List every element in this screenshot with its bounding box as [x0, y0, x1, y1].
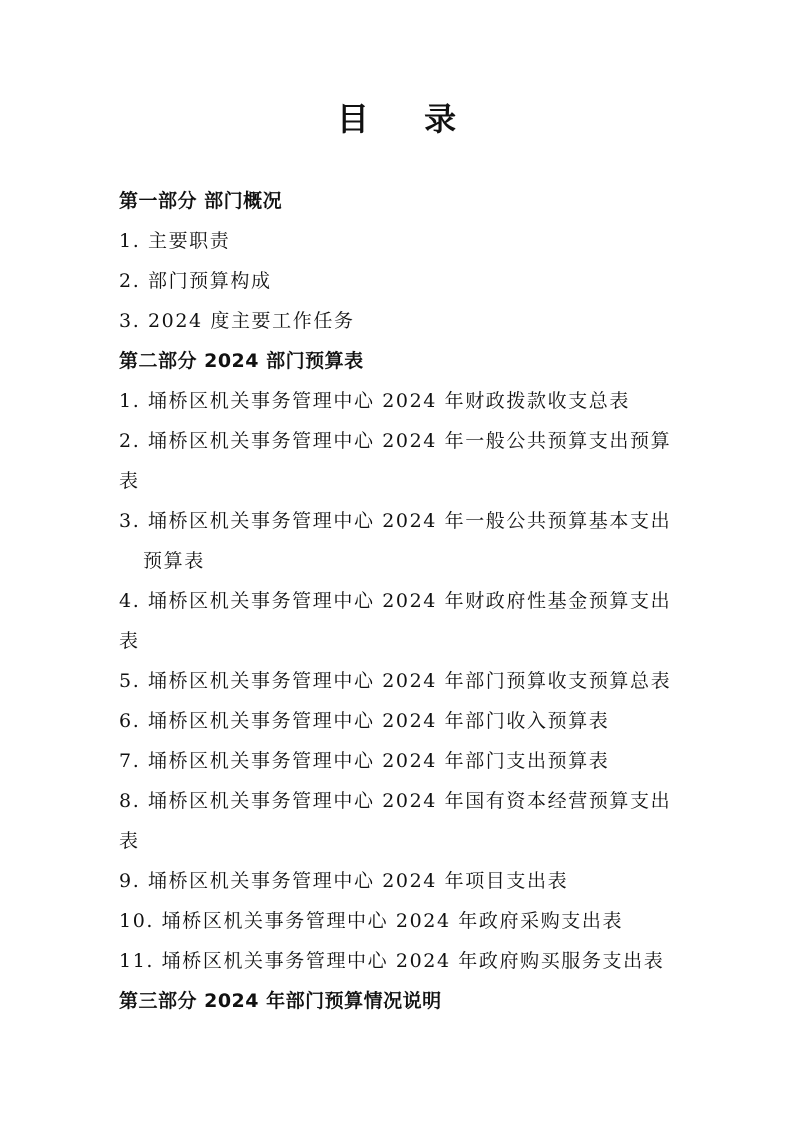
toc-item-main-duties[interactable]: 1. 主要职责	[119, 230, 231, 252]
toc-table-8[interactable]: 8. 埇桥区机关事务管理中心 2024 年国有资本经营预算支出	[119, 790, 672, 812]
toc-table-3-continuation[interactable]: 预算表	[143, 550, 205, 572]
toc-table-8-continuation[interactable]: 表	[119, 830, 140, 852]
toc-table-1[interactable]: 1. 埇桥区机关事务管理中心 2024 年财政拨款收支总表	[119, 390, 631, 412]
toc-table-2[interactable]: 2. 埇桥区机关事务管理中心 2024 年一般公共预算支出预算	[119, 430, 672, 452]
toc-part-2-heading[interactable]: 第二部分 2024 部门预算表	[119, 350, 364, 372]
toc-table-4-continuation[interactable]: 表	[119, 630, 140, 652]
toc-table-4[interactable]: 4. 埇桥区机关事务管理中心 2024 年财政府性基金预算支出	[119, 590, 672, 612]
toc-table-7[interactable]: 7. 埇桥区机关事务管理中心 2024 年部门支出预算表	[119, 750, 610, 772]
toc-table-9[interactable]: 9. 埇桥区机关事务管理中心 2024 年项目支出表	[119, 870, 569, 892]
table-of-contents	[119, 181, 679, 1021]
toc-item-budget-composition[interactable]: 2. 部门预算构成	[119, 270, 272, 292]
toc-part-3-heading[interactable]: 第三部分 2024 年部门预算情况说明	[119, 990, 442, 1012]
toc-item-main-tasks[interactable]: 3. 2024 度主要工作任务	[119, 310, 355, 332]
toc-table-11[interactable]: 11. 埇桥区机关事务管理中心 2024 年政府购买服务支出表	[119, 950, 665, 972]
page-title: 目 录	[336, 100, 479, 138]
toc-part-1-heading[interactable]: 第一部分 部门概况	[119, 190, 283, 212]
toc-table-6[interactable]: 6. 埇桥区机关事务管理中心 2024 年部门收入预算表	[119, 710, 610, 732]
toc-table-3[interactable]: 3. 埇桥区机关事务管理中心 2024 年一般公共预算基本支出	[119, 510, 672, 532]
toc-table-5[interactable]: 5. 埇桥区机关事务管理中心 2024 年部门预算收支预算总表	[119, 670, 672, 692]
toc-table-10[interactable]: 10. 埇桥区机关事务管理中心 2024 年政府采购支出表	[119, 910, 624, 932]
toc-table-2-continuation[interactable]: 表	[119, 470, 140, 492]
